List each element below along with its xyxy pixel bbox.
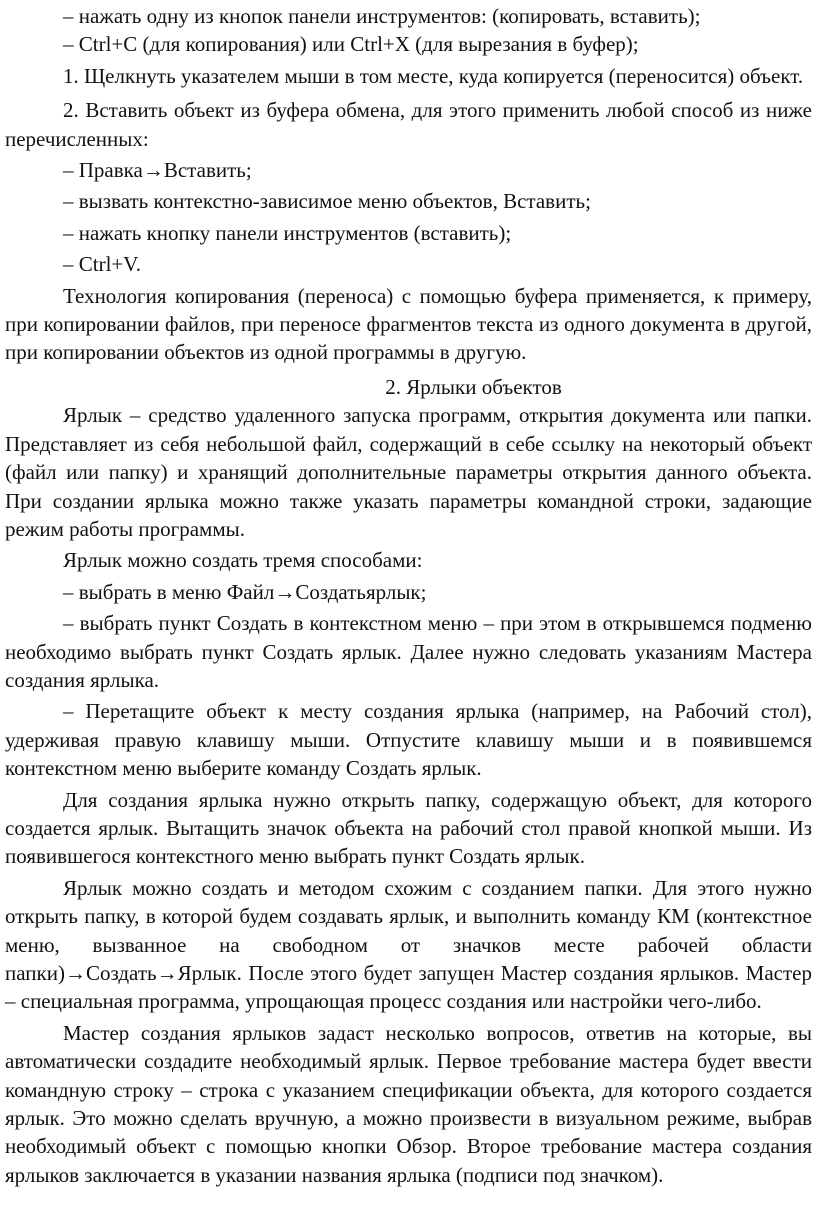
step-2-paragraph: 2. Вставить объект из буфера обмена, для этого применить любой способ из ниже перечисленных: bbox=[5, 98, 812, 151]
list-item-ctrl-c-x: – Ctrl+C (для копирования) или Ctrl+X (для вырезания в буфер); bbox=[63, 32, 639, 57]
folder-method-paragraph: Ярлык можно создать и методом схожим с созданием папки. Для этого нужно открыть папку, в которой будем создавать ярлык, и выполнить команду КМ (контекстное меню, вызванное на свободном от значков месте рабочей области папки)→Создать→Ярлык. После этого будет запущен Мастер создания ярлыков. Мастер – специальная программа, упрощающая процесс создания или настройки чего-либо. bbox=[5, 875, 812, 1014]
step-1-paragraph: 1. Щелкнуть указателем мыши в том месте, куда копируется (переносится) объект. bbox=[63, 63, 804, 88]
section-heading: 2. Ярлыки объектов bbox=[385, 374, 562, 399]
list-item-ctrl-v: – Ctrl+V. bbox=[63, 252, 141, 277]
clipboard-technology-paragraph: Технология копирования (переноса) с помощью буфера применяется, к примеру, при копировании файлов, при переносе фрагментов текста из одного документа в другой, при копировании объектов из одной программы в другую. bbox=[5, 283, 812, 365]
shortcut-definition-paragraph: Ярлык – средство удаленного запуска программ, открытия документа или папки. Представляет из себя небольшой файл, содержащий в себе ссылку на некоторый объект (файл или папку) и хранящий дополнительные параметры открытия данного объекта. При создании ярлыка можно также указать параметры командной строки, задающие режим работы программы. bbox=[5, 403, 812, 541]
wizard-paragraph: Мастер создания ярлыков задаст несколько вопросов, ответив на которые, вы автоматически создадите необходимый ярлык. Первое требование мастера будет ввести командную строку – строка с указанием спецификации объекта, для которого создается ярлык. Это можно сделать вручную, а можно произвести в визуальном режиме, выбрав необходимый объект с помощью кнопки Обзор. Второе требование мастера создания ярлыков заключается в указании названия ярлыка (подписи под значком). bbox=[5, 1020, 812, 1187]
list-item-context-menu: – вызвать контекстно-зависимое меню объектов, Вставить; bbox=[63, 189, 591, 214]
list-item-context-create: – выбрать пункт Создать в контекстном меню – при этом в открывшемся подменю необходимо выбрать пункт Создать ярлык. Далее нужно следовать указаниям Мастера создания ярлыка. bbox=[5, 611, 812, 692]
list-item-toolbar-buttons: – нажать одну из кнопок панели инструментов: (копировать, вставить); bbox=[63, 4, 701, 28]
list-item-edit-paste: – Правка→Вставить; bbox=[63, 158, 252, 183]
creation-methods-intro: Ярлык можно создать тремя способами: bbox=[63, 548, 423, 573]
list-item-paste-button: – нажать кнопку панели инструментов (вставить); bbox=[63, 220, 512, 245]
create-shortcut-paragraph: Для создания ярлыка нужно открыть папку, содержащую объект, для которого создается ярлык. Вытащить значок объекта на рабочий стол правой кнопкой мыши. Из появившегося контекстного меню выбрать пункт Создать ярлык. bbox=[5, 787, 812, 869]
list-item-file-menu: – выбрать в меню Файл→Создатьярлык; bbox=[63, 579, 427, 604]
list-item-drag-object: – Перетащите объект к месту создания ярлыка (например, на Рабочий стол), удерживая правую клавишу мыши. Отпустите клавишу мыши и в появившемся контекстном меню выберите команду Создать ярлык. bbox=[5, 699, 812, 781]
